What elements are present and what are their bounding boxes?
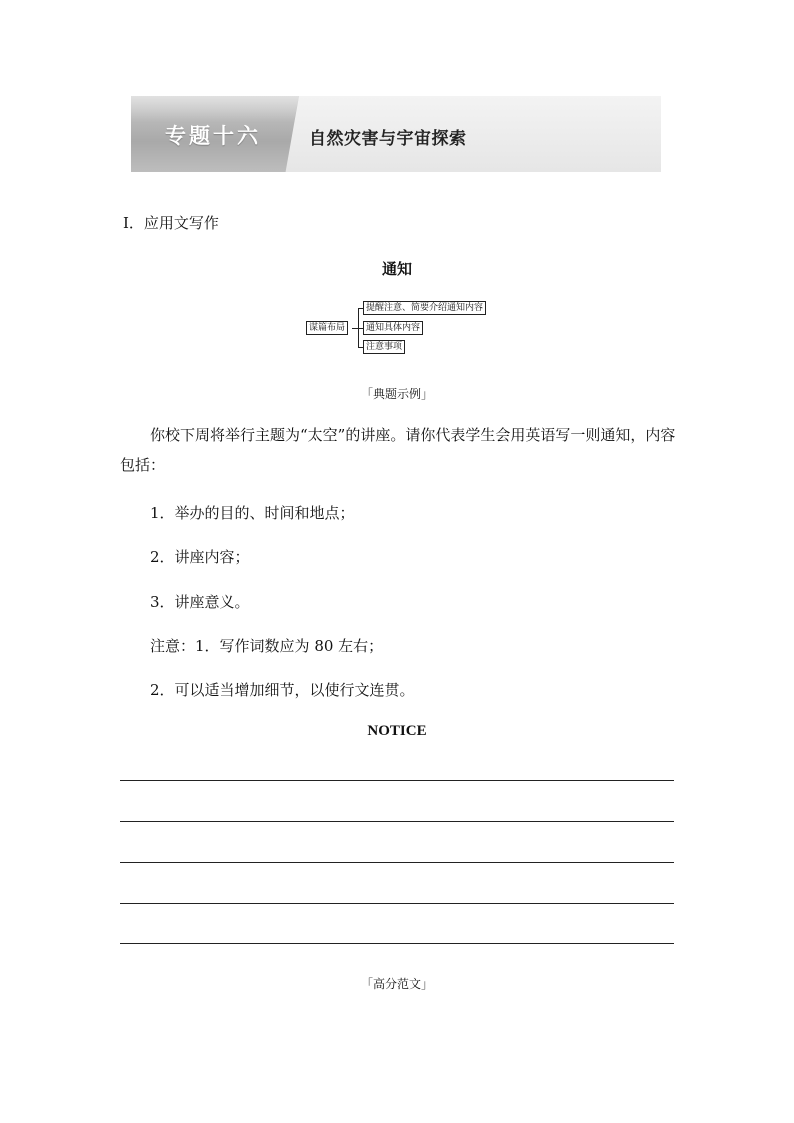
chapter-number: 专题十六 xyxy=(165,124,261,148)
chapter-tab-highlight xyxy=(131,96,299,122)
notice-heading: NOTICE xyxy=(367,723,427,739)
answer-line[interactable] xyxy=(120,862,674,863)
diagram-branch: 通知具体内容 xyxy=(363,321,423,335)
note-item: 2．可以适当增加细节，以使行文连贯。 xyxy=(150,681,415,699)
model-essay-label: 「高分范文」 xyxy=(360,977,433,991)
requirement-item: 3．讲座意义。 xyxy=(150,593,250,611)
writing-prompt: 你校下周将举行主题为“太空”的讲座。请你代表学生会用英语写一则通知，内容包括： xyxy=(120,426,676,474)
answer-line[interactable] xyxy=(120,780,674,781)
requirement-item: 2．讲座内容； xyxy=(150,548,250,566)
answer-line[interactable] xyxy=(120,943,674,944)
chapter-banner xyxy=(131,96,661,172)
document-type-title: 通知 xyxy=(381,260,412,278)
section-heading: Ⅰ．应用文写作 xyxy=(123,214,219,232)
answer-line[interactable] xyxy=(120,903,674,904)
chapter-title: 自然灾害与宇宙探索 xyxy=(309,129,467,149)
layout-diagram xyxy=(306,299,496,357)
diagram-root: 谋篇布局 xyxy=(306,321,348,335)
note-item: 注意：1．写作词数应为 80 左右； xyxy=(150,637,384,655)
diagram-branch: 提醒注意、简要介绍通知内容 xyxy=(363,301,486,315)
answer-line[interactable] xyxy=(120,821,674,822)
example-label: 「典题示例」 xyxy=(360,387,433,401)
requirement-item: 1．举办的目的、时间和地点； xyxy=(150,504,355,522)
diagram-branch: 注意事项 xyxy=(363,340,405,354)
